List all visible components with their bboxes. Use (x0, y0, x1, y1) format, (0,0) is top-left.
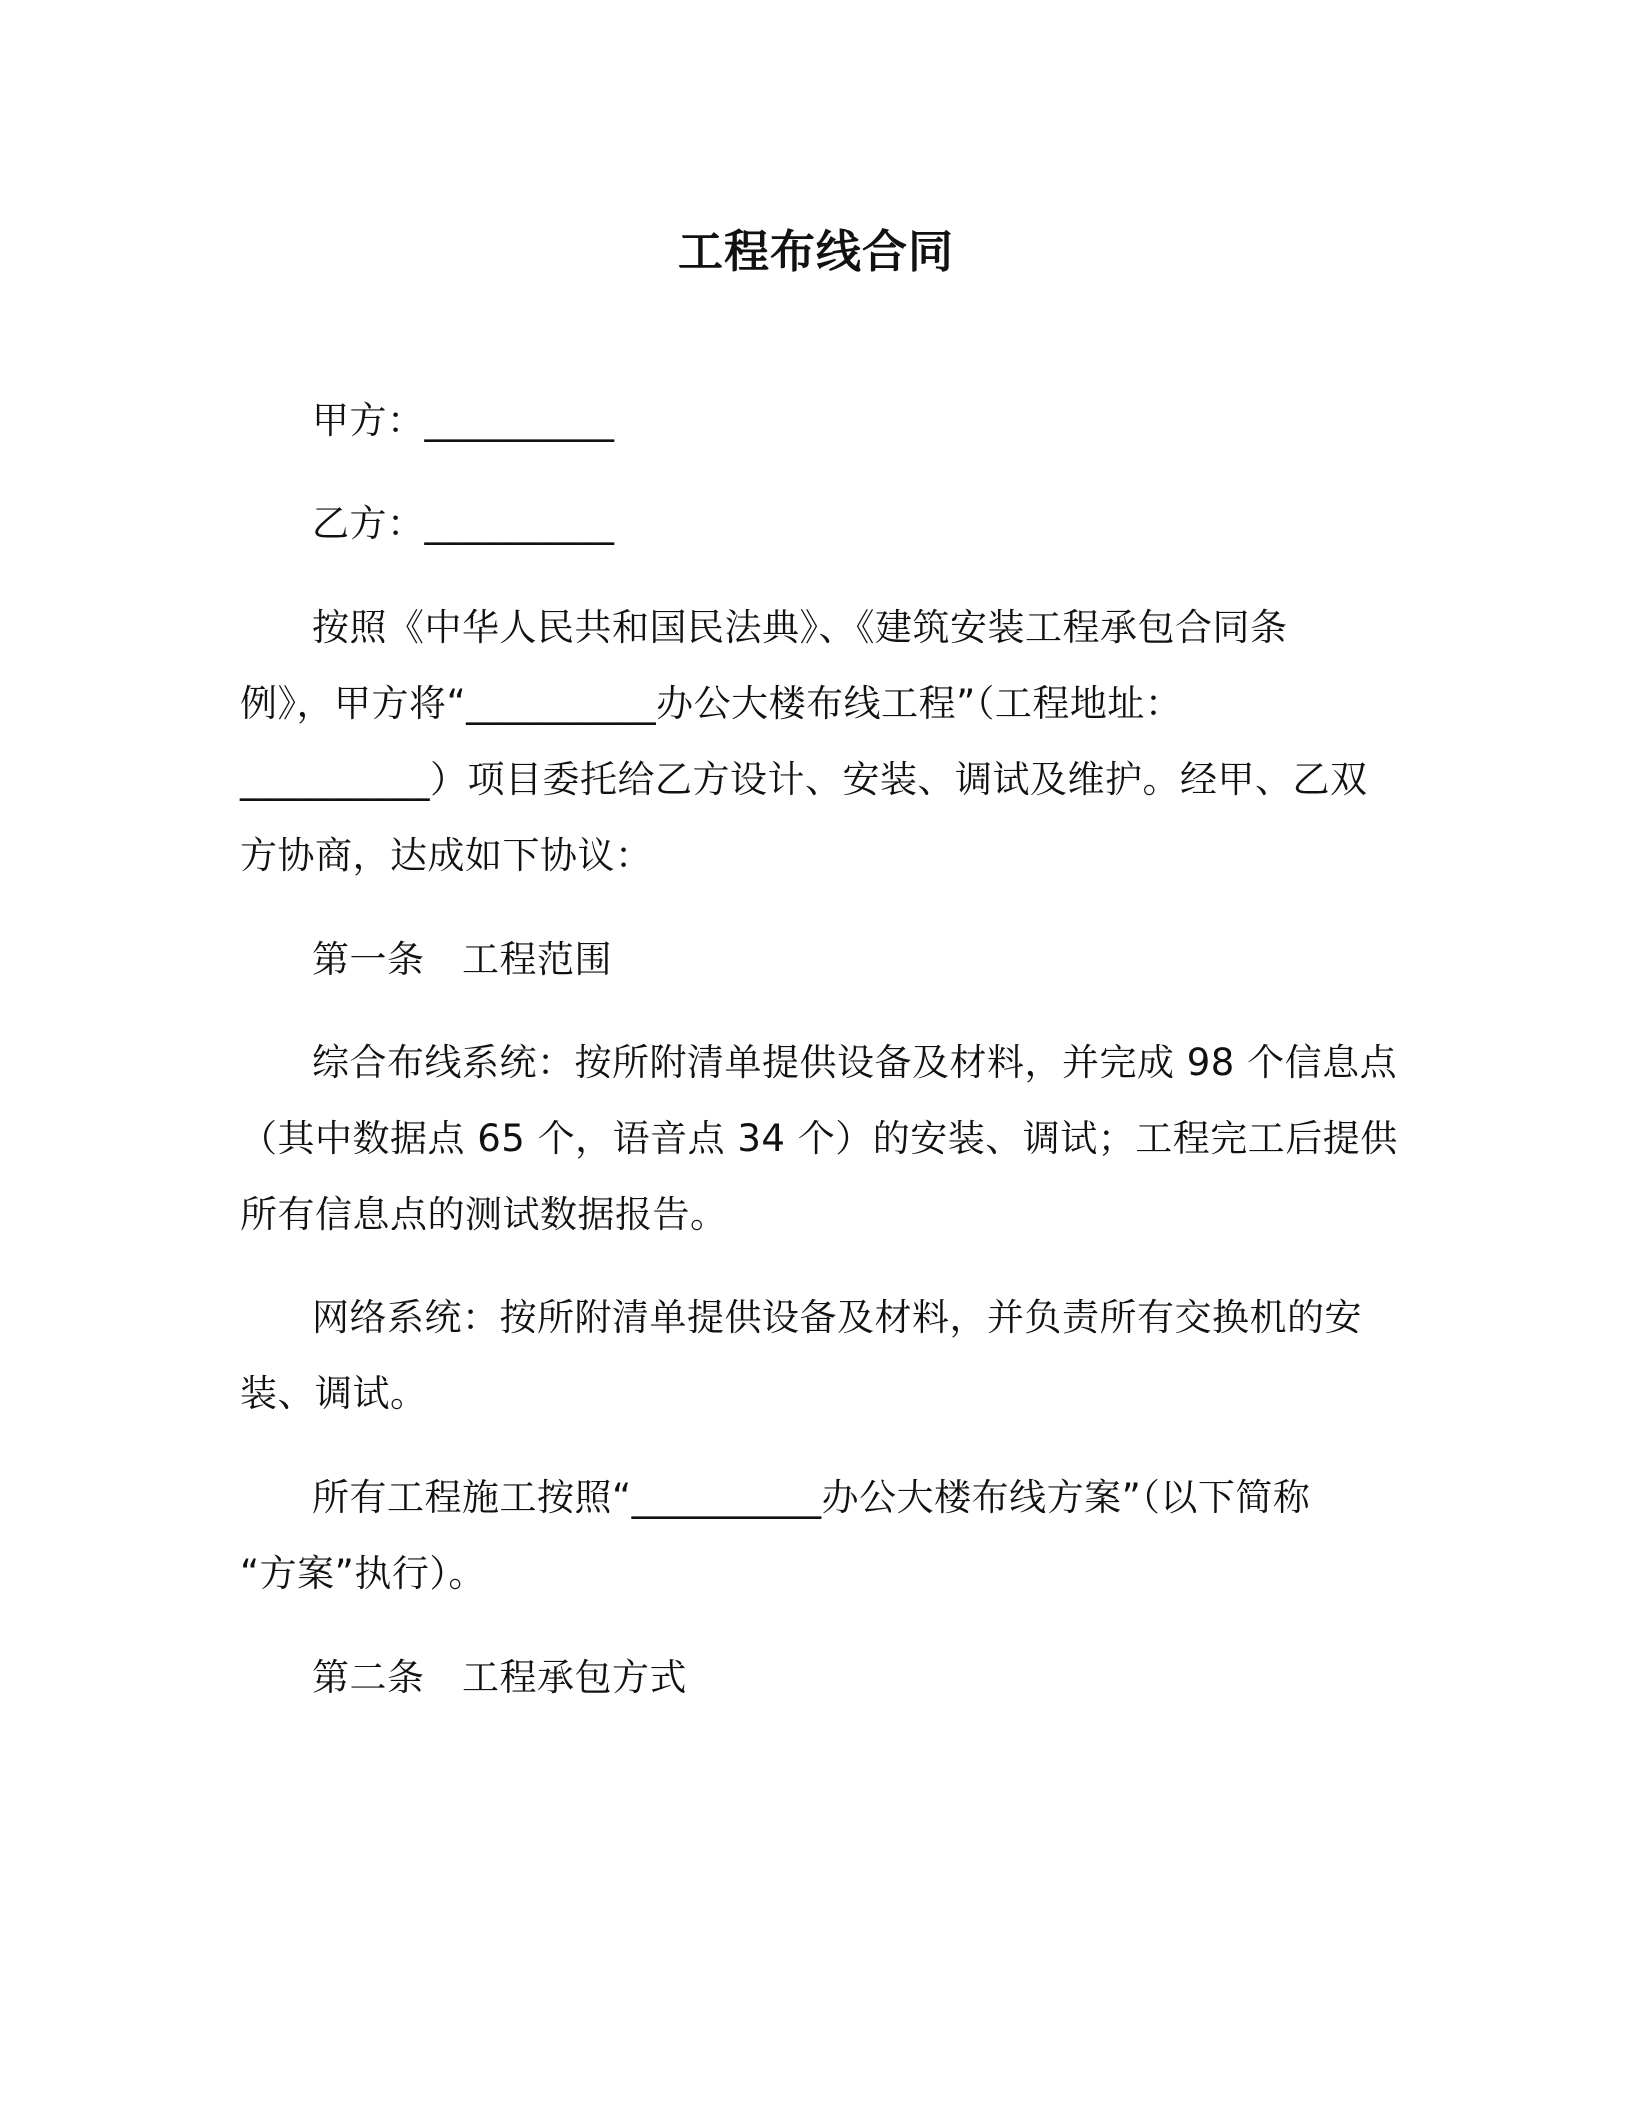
article1-p3-line-1: 所有工程施工按照“__________办公大楼布线方案”（以下简称 (312, 1476, 1311, 1519)
intro-line-3: __________）项目委托给乙方设计、安装、调试及维护。经甲、乙双 (240, 758, 1368, 801)
article1-heading: 第一条 工程范围 (312, 938, 612, 981)
intro-line-1: 按照《中华人民共和国民法典》、《建筑安装工程承包合同条 (312, 606, 1288, 649)
document-body (240, 0, 1398, 2112)
article1-p2-line-1: 网络系统：按所附清单提供设备及材料，并负责所有交换机的安 (312, 1296, 1362, 1339)
article1-p1-line-1: 综合布线系统：按所附清单提供设备及材料，并完成 98 个信息点 (312, 1041, 1398, 1084)
article1-p1-line-3: 所有信息点的测试数据报告。 (240, 1193, 728, 1236)
intro-line-4: 方协商，达成如下协议： (240, 834, 653, 877)
party-a-line: 甲方：__________ (312, 399, 615, 442)
article1-p3-line-2: “方案”执行）。 (240, 1552, 486, 1595)
article2-heading: 第二条 工程承包方式 (312, 1656, 687, 1699)
article1-p1-line-2: （其中数据点 65 个，语音点 34 个）的安装、调试；工程完工后提供 (240, 1117, 1398, 1160)
document-title: 工程布线合同 (677, 225, 954, 278)
party-b-line: 乙方：__________ (312, 502, 615, 545)
intro-line-2: 例》，甲方将“__________办公大楼布线工程”（工程地址： (240, 682, 1183, 725)
article1-p2-line-2: 装、调试。 (240, 1372, 428, 1415)
